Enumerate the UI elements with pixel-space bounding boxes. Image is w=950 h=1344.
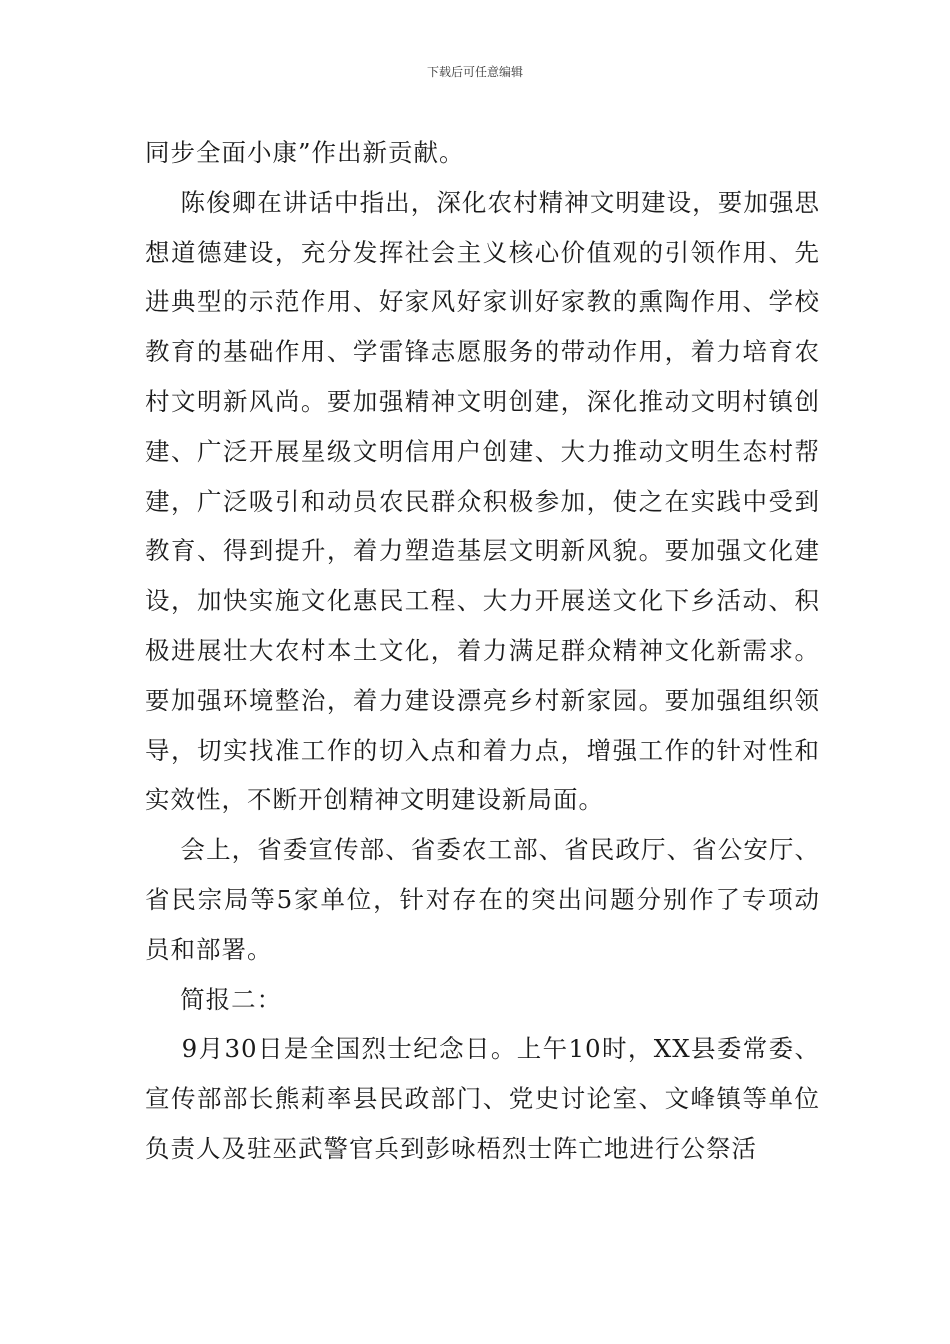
paragraph-continuation: 同步全面小康”作出新贡献。 [145,138,465,167]
paragraph-martyrs-day: 9月30日是全国烈士纪念日。上午10时，XX县委常委、宣传部部长熊莉率县民政部门、党史讨论室、文峰镇等单位负责人及驻巫武警官兵到彭咏梧烈士阵亡地进行公祭活 [145,1034,820,1163]
document-body [145,128,820,1174]
page-header-note: 下载后可任意编辑 [426,65,523,79]
paragraph-meeting: 会上，省委宣传部、省委农工部、省民政厅、省公安厅、省民宗局等5家单位，针对存在的突出问题分别作了专项动员和部署。 [145,835,821,964]
paragraph-speech: 陈俊卿在讲话中指出，深化农村精神文明建设，要加强思想道德建设，充分发挥社会主义核心价值观的引领作用、先进典型的示范作用、好家风好家训好家教的熏陶作用、学校教育的基础作用、学雷锋志愿服务的带动作用，着力培育农村文明新风尚。要加强精神文明创建，深化推动文明村镇创建、广泛开展星级文明信用户创建、大力推动文明生态村帮建，广泛吸引和动员农民群众积极参加，使之在实践中受到教育、得到提升，着力塑造基层文明新风貌。要加强文化建设，加快实施文化惠民工程、大力开展送文化下乡活动、积极进展壮大农村本土文化，着力满足群众精神文化新需求。要加强环境整治，着力建设漂亮乡村新家园。要加强组织领导，切实找准工作的切入点和着力点，增强工作的针对性和实效性，不断开创精神文明建设新局面。 [145,187,821,815]
section-heading-briefing-two: 简报二： [145,984,283,1014]
